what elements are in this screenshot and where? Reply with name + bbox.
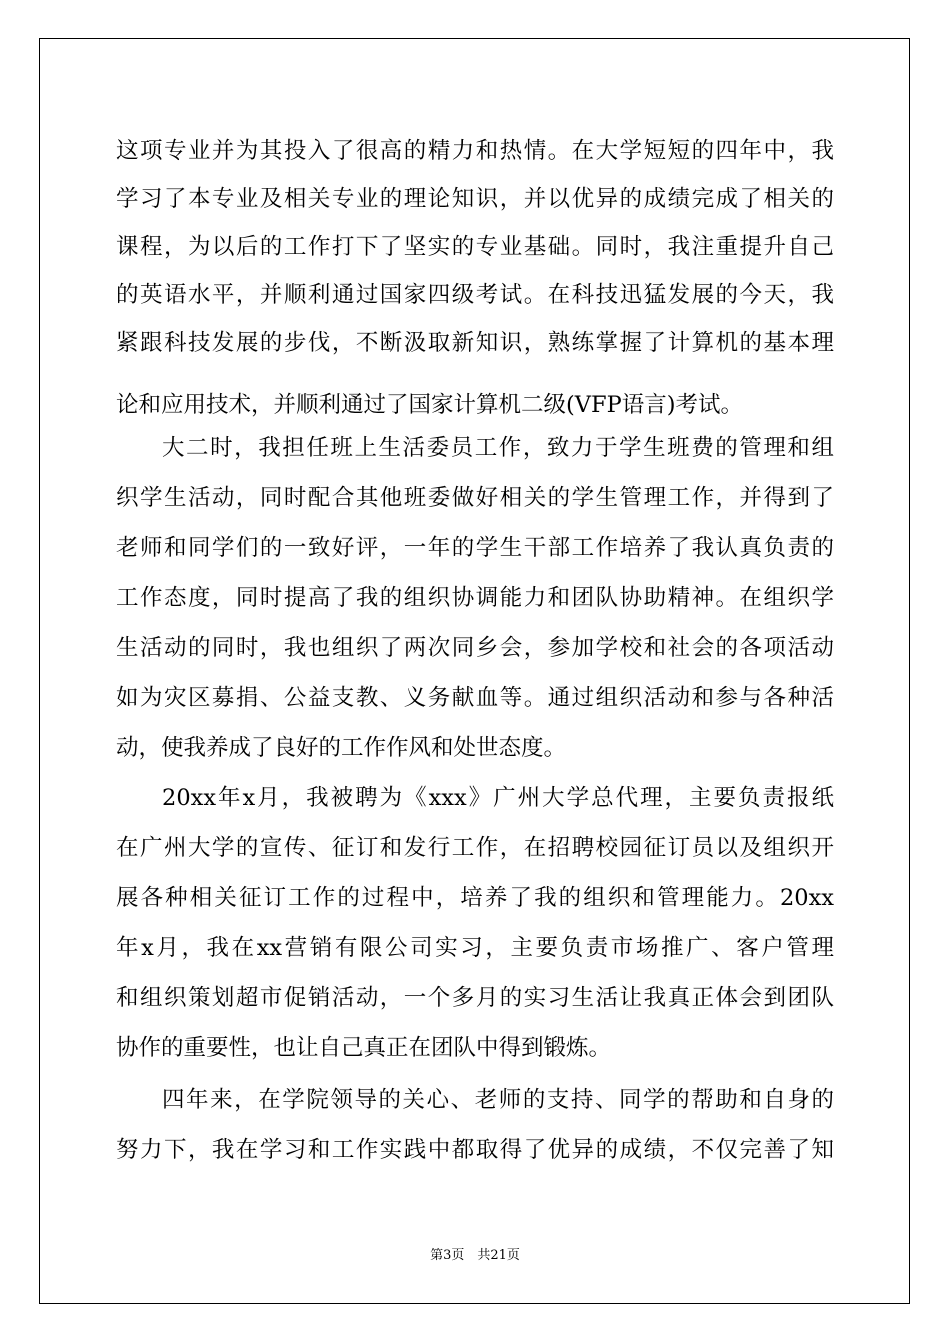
paragraph-line: 努力下，我在学习和工作实践中都取得了优异的成绩，不仅完善了知 [116, 1137, 834, 1163]
paragraph-line: 和组织策划超市促销活动，一个多月的实习生活让我真正体会到团队 [116, 985, 834, 1011]
paragraph-line: 老师和同学们的一致好评，一年的学生干部工作培养了我认真负责的 [116, 535, 834, 561]
paragraph-line: 动，使我养成了良好的工作作风和处世态度。 [116, 735, 567, 761]
paragraph-line: 年x月，我在xx营销有限公司实习，主要负责市场推广、客户管理 [116, 935, 834, 961]
paragraph-line: 织学生活动，同时配合其他班委做好相关的学生管理工作，并得到了 [116, 485, 834, 511]
paragraph-line: 这项专业并为其投入了很高的精力和热情。在大学短短的四年中，我 [116, 138, 834, 164]
paragraph-line: 协作的重要性，也让自己真正在团队中得到锻炼。 [116, 1035, 612, 1061]
paragraph-line: 的英语水平，并顺利通过国家四级考试。在科技迅猛发展的今天，我 [116, 282, 834, 308]
paragraph-line: 展各种相关征订工作的过程中，培养了我的组织和管理能力。20xx [116, 885, 834, 911]
paragraph-line: 紧跟科技发展的步伐，不断汲取新知识，熟练掌握了计算机的基本理 [116, 330, 834, 356]
paragraph-line: 如为灾区募捐、公益支教、义务献血等。通过组织活动和参与各种活 [116, 685, 834, 711]
paragraph-line: 四年来，在学院领导的关心、老师的支持、同学的帮助和自身的 [162, 1087, 834, 1113]
paragraph-line: 20xx年x月，我被聘为《xxx》广州大学总代理，主要负责报纸 [162, 785, 834, 811]
paragraph-line: 课程，为以后的工作打下了坚实的专业基础。同时，我注重提升自己 [116, 234, 834, 260]
paragraph-line: 大二时，我担任班上生活委员工作，致力于学生班费的管理和组 [162, 435, 834, 461]
paragraph-line: 论和应用技术，并顺利通过了国家计算机二级(VFP语言)考试。 [116, 392, 744, 418]
paragraph-line: 工作态度，同时提高了我的组织协调能力和团队协助精神。在组织学 [116, 585, 834, 611]
paragraph-line: 学习了本专业及相关专业的理论知识，并以优异的成绩完成了相关的 [116, 186, 834, 212]
paragraph-line: 在广州大学的宣传、征订和发行工作，在招聘校园征订员以及组织开 [116, 835, 834, 861]
page-number-footer: 第3页 共21页 [430, 1248, 520, 1263]
paragraph-line: 生活动的同时，我也组织了两次同乡会，参加学校和社会的各项活动 [116, 635, 834, 661]
